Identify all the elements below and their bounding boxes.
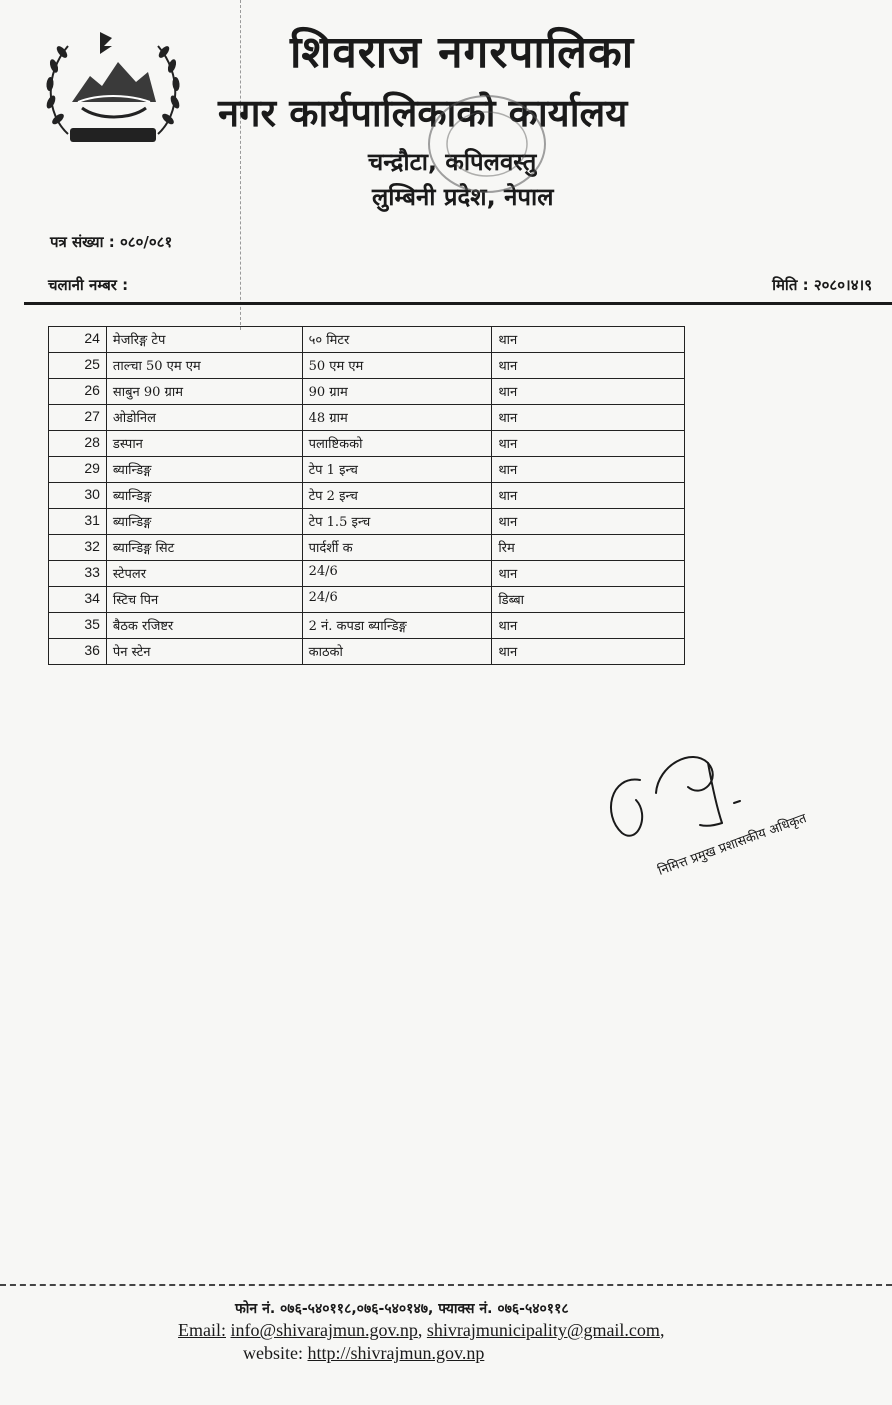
item-name-cell: ओडोनिल [106, 405, 302, 431]
dispatch-number-label: चलानी नम्बर : [48, 276, 129, 294]
table-row [49, 639, 685, 665]
serial-number-cell: 32 [49, 535, 107, 561]
item-name-cell: ब्यान्डिङ्ग सिट [106, 535, 302, 561]
item-unit-cell: डिब्बा [492, 587, 685, 613]
table-row [49, 327, 685, 353]
item-spec-cell: पलाष्टिकको [302, 431, 492, 457]
items-table-body [49, 327, 685, 665]
item-spec-cell: टेप 2 इन्च [302, 483, 492, 509]
item-unit-cell: थान [492, 639, 685, 665]
address-line-1: चन्द्रौटा, कपिलवस्तु [368, 148, 537, 176]
item-spec-cell: टेप 1.5 इन्च [302, 509, 492, 535]
serial-number-cell: 25 [49, 353, 107, 379]
table-row [49, 509, 685, 535]
item-spec-cell: पार्दर्शी क [302, 535, 492, 561]
item-unit-cell: थान [492, 509, 685, 535]
email-separator: , [417, 1320, 423, 1340]
serial-number-cell: 30 [49, 483, 107, 509]
item-unit-cell: थान [492, 353, 685, 379]
item-spec-cell: 24/6 [302, 587, 492, 613]
item-name-cell: मेजरिङ्ग टेप [106, 327, 302, 353]
reference-number [50, 232, 172, 252]
fold-line [240, 0, 241, 330]
email-trail: , [659, 1320, 665, 1340]
item-unit-cell: रिम [492, 535, 685, 561]
item-spec-cell: 2 नं. कपडा ब्यान्डिङ्ग [302, 613, 492, 639]
serial-number-cell: 24 [49, 327, 107, 353]
serial-number-cell: 28 [49, 431, 107, 457]
item-spec-cell: 48 ग्राम [302, 405, 492, 431]
office-title: शिवराज नगरपालिका [290, 27, 635, 78]
office-stamp-icon [425, 92, 550, 197]
serial-number-cell: 36 [49, 639, 107, 665]
item-unit-cell: थान [492, 561, 685, 587]
item-name-cell: बैठक रजिष्टर [106, 613, 302, 639]
website-label: website: [243, 1343, 303, 1363]
government-emblem-icon [38, 24, 188, 152]
item-spec-cell: 90 ग्राम [302, 379, 492, 405]
email-link-secondary[interactable]: shivrajmunicipality@gmail.com [426, 1320, 660, 1340]
item-name-cell: स्टिच पिन [106, 587, 302, 613]
item-name-cell: डस्पान [106, 431, 302, 457]
footer-phone: फोन नं. ०७६-५४०११८,०७६-५४०१४७, फ्याक्स नं. ०७६-५४०११८ [235, 1301, 569, 1317]
website-link[interactable]: http://shivrajmun.gov.np [307, 1343, 485, 1363]
table-row [49, 587, 685, 613]
footer-website [243, 1343, 484, 1364]
item-name-cell: ब्यान्डिङ्ग [106, 457, 302, 483]
item-name-cell: साबुन 90 ग्राम [106, 379, 302, 405]
table-row [49, 483, 685, 509]
signatory-designation: निमित्त प्रमुख प्रशासकीय अधिकृत [656, 811, 809, 879]
item-unit-cell: थान [492, 379, 685, 405]
email-label: Email: [178, 1320, 226, 1340]
table-row [49, 379, 685, 405]
item-name-cell: स्टेपलर [106, 561, 302, 587]
serial-number-cell: 27 [49, 405, 107, 431]
header-divider [24, 302, 892, 305]
item-unit-cell: थान [492, 457, 685, 483]
reference-label: पत्र संख्या : [50, 233, 115, 251]
item-name-cell: ब्यान्डिङ्ग [106, 483, 302, 509]
date-value: २०८०।४।९ [813, 276, 872, 294]
serial-number-cell: 26 [49, 379, 107, 405]
letter-date [772, 275, 872, 295]
table-row [49, 561, 685, 587]
item-spec-cell: काठको [302, 639, 492, 665]
item-unit-cell: थान [492, 327, 685, 353]
item-spec-cell: 24/6 [302, 561, 492, 587]
item-spec-cell: ५० मिटर [302, 327, 492, 353]
item-spec-cell: टेप 1 इन्च [302, 457, 492, 483]
table-row [49, 535, 685, 561]
item-name-cell: ताल्चा 50 एम एम [106, 353, 302, 379]
table-row [49, 405, 685, 431]
items-table [48, 326, 685, 665]
address-line-2: लुम्बिनी प्रदेश, नेपाल [372, 183, 554, 211]
item-unit-cell: थान [492, 613, 685, 639]
table-row [49, 457, 685, 483]
item-spec-cell: 50 एम एम [302, 353, 492, 379]
table-row [49, 613, 685, 639]
serial-number-cell: 33 [49, 561, 107, 587]
email-link-primary[interactable]: info@shivarajmun.gov.np [230, 1320, 418, 1340]
item-unit-cell: थान [492, 483, 685, 509]
item-name-cell: ब्यान्डिङ्ग [106, 509, 302, 535]
table-row [49, 431, 685, 457]
item-name-cell: पेन स्टेन [106, 639, 302, 665]
serial-number-cell: 29 [49, 457, 107, 483]
footer-email [178, 1320, 664, 1341]
date-label: मिति : [772, 276, 809, 294]
item-unit-cell: थान [492, 431, 685, 457]
serial-number-cell: 34 [49, 587, 107, 613]
reference-value: ०८०/०८१ [119, 233, 173, 251]
serial-number-cell: 35 [49, 613, 107, 639]
footer-divider [0, 1284, 892, 1286]
office-subtitle: नगर कार्यपालिकाको कार्यालय [218, 91, 628, 135]
serial-number-cell: 31 [49, 509, 107, 535]
item-unit-cell: थान [492, 405, 685, 431]
table-row [49, 353, 685, 379]
